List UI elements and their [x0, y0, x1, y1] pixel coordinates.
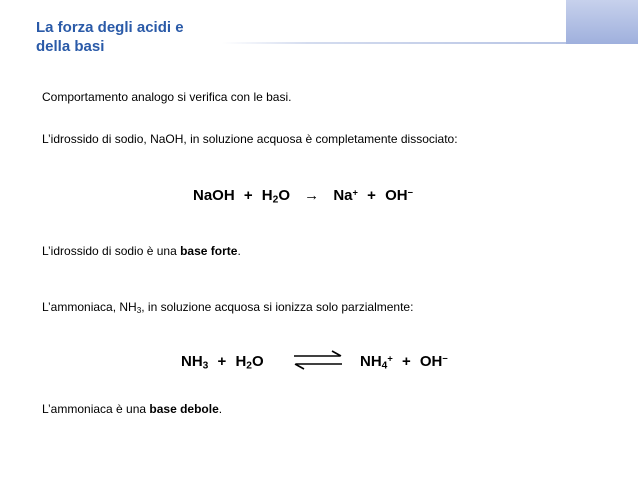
eq1-reactant-water: $H_2O$ — [261, 187, 290, 206]
nh3-weak-base-text: L’ammoniaca è una base debole. — [42, 402, 223, 416]
intro-text: Comportamento analogo si verifica con le basi. — [42, 90, 292, 104]
eq1-plus-2: + — [367, 187, 376, 204]
title-line-2: della basi — [36, 38, 105, 55]
naoh-description: L’idrossido di sodio, NaOH, in soluzione acquosa è completamente dissociato: — [42, 132, 458, 146]
eq2-reactant-water: $H_2O$ — [235, 353, 264, 372]
nh3-equation-reactants — [181, 353, 264, 371]
weak-base-term: base debole — [149, 402, 219, 416]
eq2-plus-2: + — [401, 353, 411, 370]
eq1-product-sodium-ion: Na+ — [333, 187, 358, 204]
title-line-1: La forza degli acidi e — [36, 19, 184, 36]
eq1-plus-1: + — [243, 187, 253, 204]
eq1-product-hydroxide: OH− — [385, 187, 413, 204]
nh3-description: L’ammoniaca, $NH_3$, in soluzione acquosa si ionizza solo parzialmente: — [42, 300, 414, 316]
eq2-product-ammonium: $NH_4^+$ — [360, 353, 393, 372]
eq2-reactant-ammonia: $NH_3$ — [181, 353, 209, 372]
header-decoration-block — [566, 0, 638, 44]
eq2-plus-1: + — [217, 353, 227, 370]
header-decoration-bar — [222, 42, 566, 44]
slide-title — [36, 18, 256, 56]
equilibrium-arrows-icon — [292, 348, 344, 372]
eq1-reactant-naoh: NaOH — [193, 187, 235, 204]
naoh-strong-base-text: L’idrossido di sodio è una base forte. — [42, 244, 241, 258]
eq1-arrow: → — [304, 187, 320, 204]
naoh-equation — [193, 187, 413, 205]
strong-base-term: base forte — [180, 244, 238, 258]
nh3-equation-products — [360, 353, 448, 371]
eq2-product-hydroxide: OH− — [419, 353, 448, 370]
